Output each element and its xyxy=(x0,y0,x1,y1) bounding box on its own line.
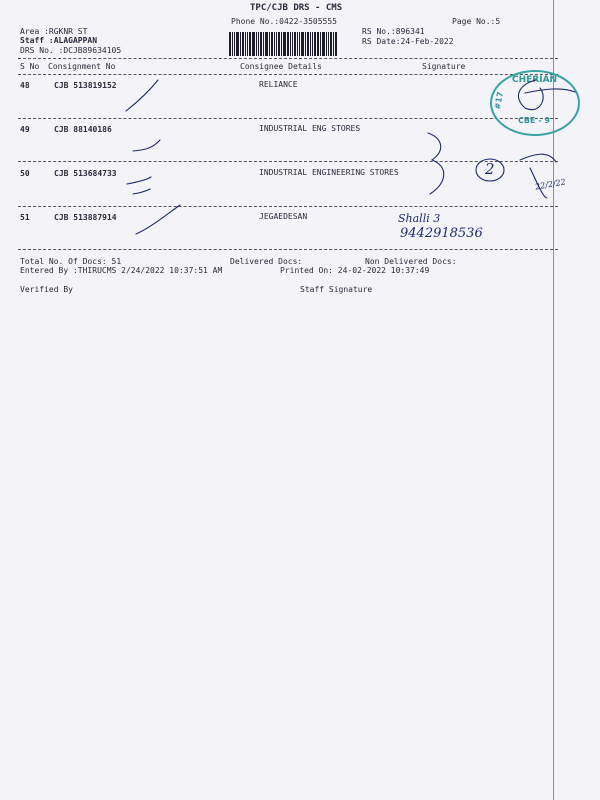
row-sno: 50 xyxy=(20,169,30,178)
barcode-bar xyxy=(328,32,329,56)
barcode-bar xyxy=(234,32,235,56)
barcode-bar xyxy=(326,32,327,56)
barcode-bar xyxy=(229,32,231,56)
barcode-bar xyxy=(232,32,233,56)
phone-number: Phone No.:0422-3505555 xyxy=(231,17,337,26)
stamp-text-side: #17 xyxy=(492,90,505,111)
barcode-bar xyxy=(290,32,291,56)
row-divider xyxy=(18,118,558,119)
barcode-bar xyxy=(278,32,280,56)
tick-mark-row51 xyxy=(136,205,180,234)
barcode-bar xyxy=(312,32,313,56)
barcode-bar xyxy=(276,32,277,56)
staff-name: ALAGAPPAN xyxy=(53,36,98,45)
barcode-bar xyxy=(258,32,259,56)
barcode-bar xyxy=(299,32,300,56)
col-consignment: Consignment No xyxy=(48,62,116,71)
barcode-bar xyxy=(333,32,334,56)
barcode-bar xyxy=(335,32,337,56)
barcode xyxy=(229,32,357,56)
tick-mark-row49 xyxy=(133,140,160,151)
tick-mark-row48 xyxy=(126,80,158,111)
barcode-bar xyxy=(330,32,332,56)
verified-by: Verified By xyxy=(20,285,73,294)
rs-number: RS No.:896341 xyxy=(362,27,425,36)
row-consignee: RELIANCE xyxy=(259,80,298,89)
barcode-bar xyxy=(252,32,255,56)
row-consignment: CJB 88140186 xyxy=(54,125,112,134)
barcode-bar xyxy=(236,32,239,56)
barcode-bar xyxy=(245,32,246,56)
area-label: Area :RGKNR ST xyxy=(20,27,88,36)
barcode-bar xyxy=(260,32,262,56)
printed-on: Printed On: 24-02-2022 10:37:49 xyxy=(280,266,430,275)
col-consignee: Consignee Details xyxy=(240,62,322,71)
entered-by: Entered By :THIRUCMS 2/24/2022 10:37:51 AM xyxy=(20,266,223,275)
barcode-bar xyxy=(256,32,257,56)
handwritten-date: 22/2/22 xyxy=(534,177,567,192)
barcode-bar xyxy=(271,32,273,56)
staff-label xyxy=(20,36,97,45)
delivered-docs: Delivered Docs: xyxy=(230,257,303,266)
row-consignment: CJB 513684733 xyxy=(54,169,117,178)
header-rule-top xyxy=(18,58,558,59)
barcode-bar xyxy=(292,32,293,56)
row-consignment: CJB 513887914 xyxy=(54,213,117,222)
barcode-bar xyxy=(249,32,251,56)
row-sno: 48 xyxy=(20,81,30,90)
barcode-bar xyxy=(263,32,264,56)
stamp-text-top: CHERIAN xyxy=(512,75,558,85)
handwritten-note: Shalli 3 xyxy=(398,212,441,225)
header-rule-bottom xyxy=(18,74,558,75)
row-divider xyxy=(18,206,558,207)
barcode-bar xyxy=(294,32,296,56)
barcode-bar xyxy=(305,32,306,56)
barcode-bar xyxy=(297,32,298,56)
barcode-bar xyxy=(307,32,309,56)
barcode-bar xyxy=(301,32,304,56)
barcode-bar xyxy=(240,32,241,56)
barcode-bar xyxy=(283,32,286,56)
rs-date: RS Date:24-Feb-2022 xyxy=(362,37,454,46)
barcode-bar xyxy=(247,32,248,56)
row-consignee: INDUSTRIAL ENG STORES xyxy=(259,124,361,133)
barcode-bar xyxy=(269,32,270,56)
report-title: TPC/CJB DRS - CMS xyxy=(250,3,343,13)
company-stamp xyxy=(490,70,580,136)
non-delivered-docs: Non Delivered Docs: xyxy=(365,257,457,266)
col-signature: Signature xyxy=(422,62,466,71)
barcode-bar xyxy=(317,32,319,56)
barcode-bar xyxy=(322,32,325,56)
staff-prefix: Staff : xyxy=(20,36,54,45)
row-consignment: CJB 513819152 xyxy=(54,81,117,90)
barcode-bar xyxy=(281,32,282,56)
barcode-bar xyxy=(274,32,275,56)
barcode-bar xyxy=(314,32,316,56)
brace-mark xyxy=(428,133,444,194)
total-docs: Total No. Of Docs: 51 xyxy=(20,257,122,266)
barcode-bar xyxy=(287,32,289,56)
tick-mark-row50 xyxy=(127,177,151,194)
staff-signature: Staff Signature xyxy=(300,285,373,294)
row-consignee: INDUSTRIAL ENGINEERING STORES xyxy=(259,168,399,177)
stamp-text-bottom: CBE - 9 xyxy=(518,116,550,125)
row-sno: 51 xyxy=(20,213,30,222)
row-divider xyxy=(18,249,558,250)
row-divider xyxy=(18,161,558,162)
barcode-bar xyxy=(310,32,311,56)
page-number: Page No.:5 xyxy=(452,17,501,26)
barcode-bar xyxy=(320,32,321,56)
handwritten-count: 2 xyxy=(485,160,495,178)
handwritten-phone: 9442918536 xyxy=(400,226,483,241)
barcode-bar xyxy=(265,32,268,56)
col-sno: S No xyxy=(20,62,40,71)
barcode-bar xyxy=(242,32,244,56)
row-sno: 49 xyxy=(20,125,30,134)
drs-number: DRS No. :DCJB89634105 xyxy=(20,46,122,55)
row-consignee: JEGAEDESAN xyxy=(259,212,308,221)
